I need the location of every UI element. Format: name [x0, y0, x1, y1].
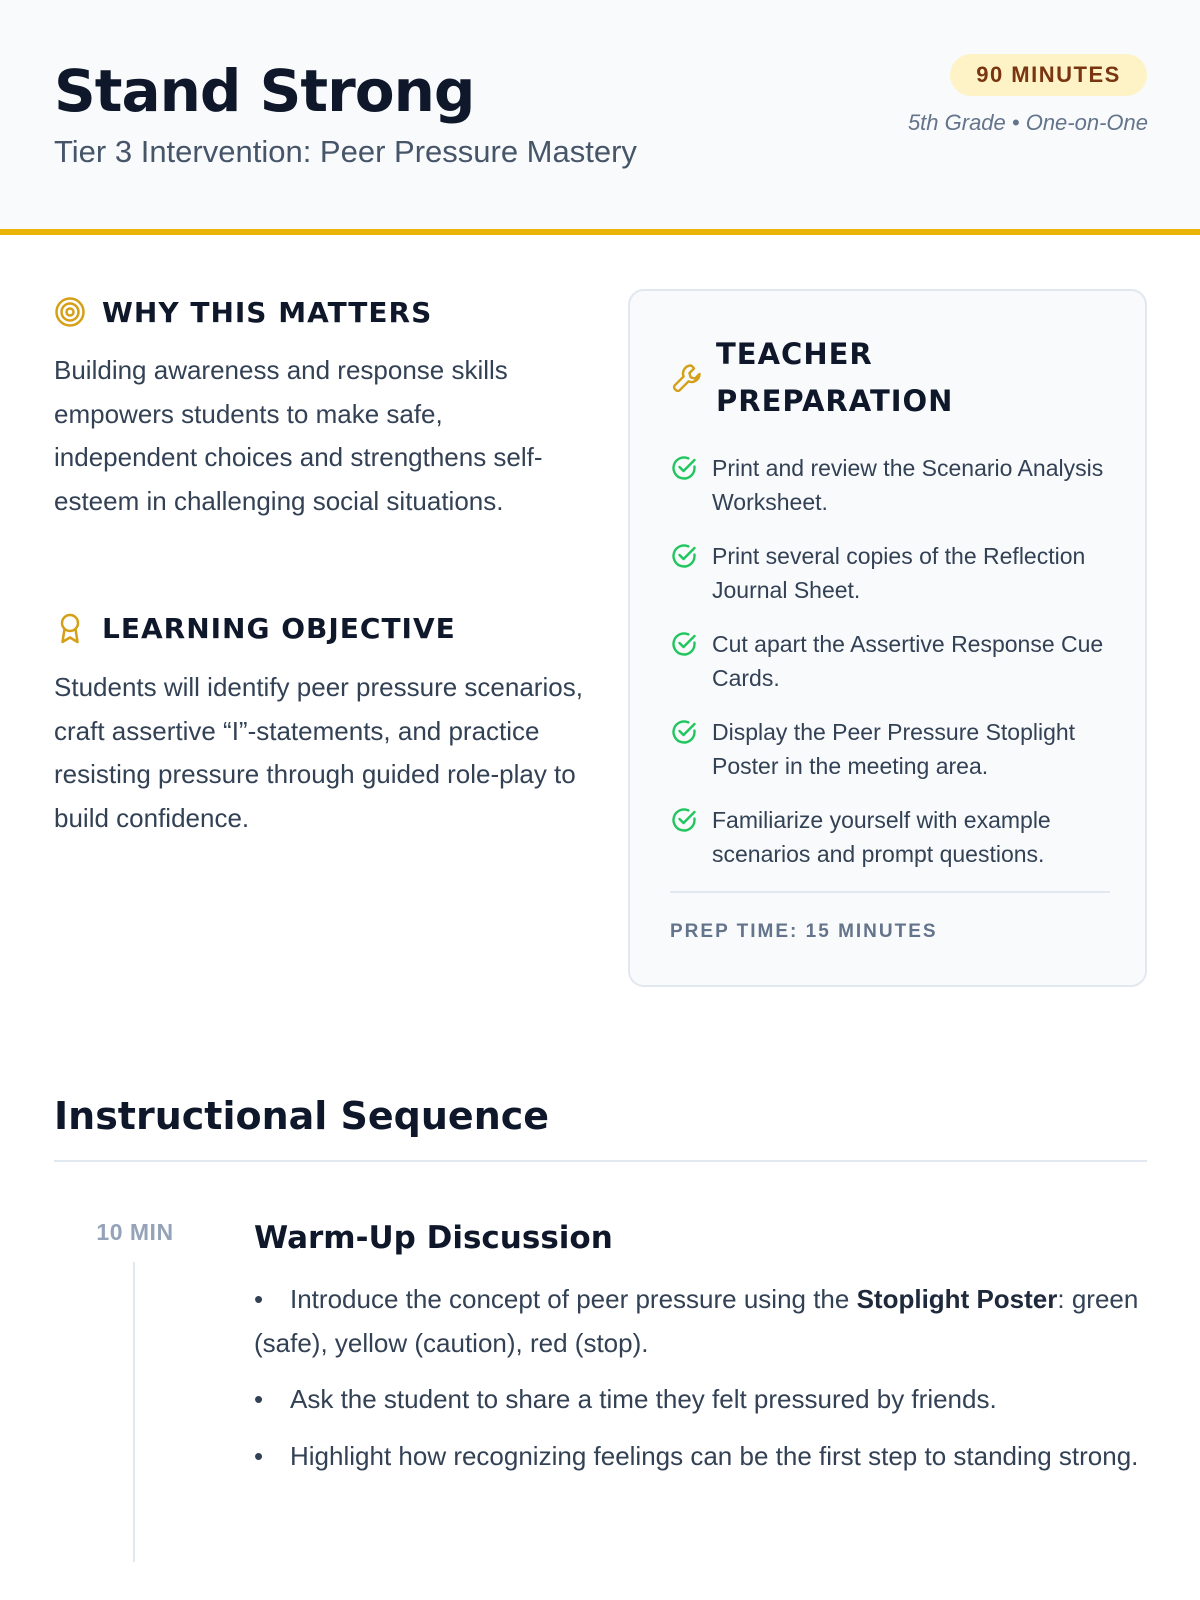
- teacher-prep-card: [628, 289, 1147, 987]
- wrench-icon: [670, 361, 704, 395]
- check-circle-icon: [670, 542, 698, 570]
- sequence-title: Instructional Sequence: [54, 1094, 550, 1138]
- prep-item-text: Familiarize yourself with example scenarios and prompt questions.: [712, 807, 1051, 867]
- step-duration: 10 MIN: [96, 1219, 174, 1245]
- prep-item-text: Display the Peer Pressure Stoplight Poster in the meeting area.: [712, 719, 1076, 779]
- bullet-icon: •: [254, 1384, 264, 1414]
- check-circle-icon: [670, 718, 698, 746]
- award-ribbon-icon: [54, 612, 86, 644]
- step-title: Warm-Up Discussion: [254, 1220, 613, 1256]
- why-heading: WHY THIS MATTERS: [102, 295, 433, 329]
- objective-heading: LEARNING OBJECTIVE: [102, 611, 456, 645]
- list-item: [254, 1378, 1149, 1422]
- why-text: Building awareness and response skills empowers students to make safe, independent choices and strengthens self-esteem in challenging social situations.: [54, 355, 543, 516]
- duration-badge: 90 MINUTES: [950, 54, 1147, 96]
- timeline-line: [133, 1262, 135, 1562]
- list-item: [670, 715, 1110, 783]
- check-circle-icon: [670, 454, 698, 482]
- page-subtitle: Tier 3 Intervention: Peer Pressure Mastery: [54, 134, 637, 169]
- grade-format-meta: 5th Grade • One-on-One: [907, 110, 1148, 135]
- target-icon: [54, 296, 86, 328]
- page-title: Stand Strong: [54, 57, 475, 125]
- prep-heading-row: [670, 331, 1016, 425]
- why-heading-row: [54, 292, 432, 332]
- bullet-icon: •: [254, 1284, 264, 1314]
- objective-text: Students will identify peer pressure scenarios, craft assertive “I”-statements, and practice resisting pressure through guided role-play to build confidence.: [54, 672, 583, 833]
- bullet-text: Introduce the concept of peer pressure using the: [290, 1284, 857, 1314]
- list-item: [254, 1278, 1149, 1365]
- bullet-bold-text: Stoplight Poster: [856, 1284, 1058, 1314]
- prep-divider: [670, 891, 1110, 893]
- prep-item-text: Print several copies of the Reflection Journal Sheet.: [712, 543, 1086, 603]
- prep-item-text: Print and review the Scenario Analysis Worksheet.: [712, 455, 1104, 515]
- check-circle-icon: [670, 806, 698, 834]
- list-item: [254, 1435, 1149, 1479]
- bullet-text: Highlight how recognizing feelings can be the first step to standing strong.: [290, 1440, 1139, 1471]
- check-circle-icon: [670, 630, 698, 658]
- page-header: [0, 0, 1200, 235]
- list-item: [670, 539, 1110, 607]
- list-item: [670, 627, 1110, 695]
- prep-checklist: [670, 451, 1110, 891]
- step-bullets: [254, 1278, 1149, 1491]
- prep-item-text: Cut apart the Assertive Response Cue Cards.: [712, 631, 1104, 691]
- bullet-text: Ask the student to share a time they felt pressured by friends.: [290, 1384, 997, 1414]
- bullet-icon: •: [254, 1440, 264, 1471]
- list-item: [670, 451, 1110, 519]
- prep-heading: TEACHER PREPARATION: [716, 337, 954, 418]
- objective-heading-row: [54, 608, 456, 648]
- list-item: [670, 803, 1110, 871]
- sequence-divider: [54, 1160, 1147, 1162]
- prep-time: PREP TIME: 15 MINUTES: [670, 921, 938, 942]
- bullet-text: : green (safe), yellow (caution), red (stop).: [254, 1284, 1139, 1358]
